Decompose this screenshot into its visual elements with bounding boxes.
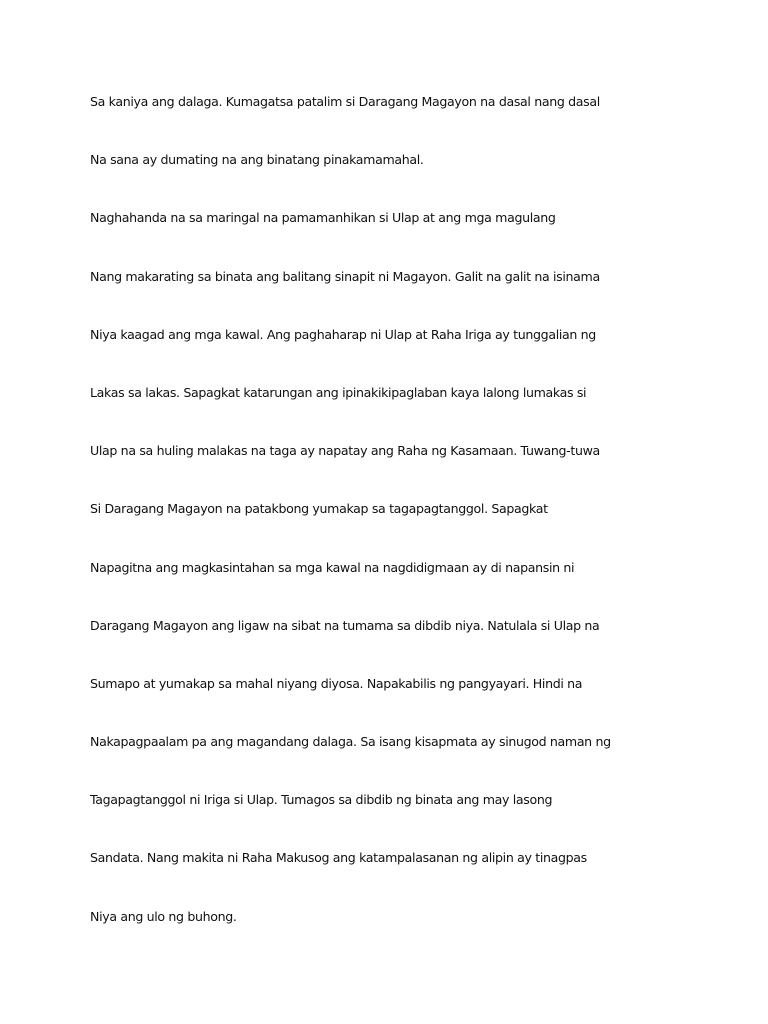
text-line: Tagapagtanggol ni Iriga si Ulap. Tumagos sa dibdib ng binata ang may lasong	[90, 792, 553, 808]
text-line: Sumapo at yumakap sa mahal niyang diyosa. Napakabilis ng pangyayari. Hindi na	[90, 675, 583, 691]
text-line: Si Daragang Magayon na patakbong yumakap sa tagapagtanggol. Sapagkat	[90, 501, 548, 517]
text-line: Na sana ay dumating na ang binatang pinakamamahal.	[90, 152, 424, 168]
text-line: Sandata. Nang makita ni Raha Makusog ang katampalasanan ng alipin ay tinagpas	[90, 850, 587, 866]
text-line: Daragang Magayon ang ligaw na sibat na tumama sa dibdib niya. Natulala si Ulap na	[90, 617, 600, 633]
text-line: Naghahanda na sa maringal na pamamanhikan si Ulap at ang mga magulang	[90, 210, 556, 226]
text-line: Sa kaniya ang dalaga. Kumagatsa patalim si Daragang Magayon na dasal nang dasal	[90, 94, 600, 109]
text-line: Napagitna ang magkasintahan sa mga kawal na nagdidigmaan ay di napansin ni	[90, 559, 575, 575]
text-line: Niya kaagad ang mga kawal. Ang paghaharap ni Ulap at Raha Iriga ay tunggalian ng	[90, 326, 596, 342]
text-line: Lakas sa lakas. Sapagkat katarungan ang ipinakikipaglaban kaya lalong lumakas si	[90, 384, 587, 400]
text-line: Nakapagpaalam pa ang magandang dalaga. Sa isang kisapmata ay sinugod naman ng	[90, 734, 611, 750]
text-line: Nang makarating sa binata ang balitang sinapit ni Magayon. Galit na galit na isinama	[90, 268, 600, 284]
text-line: Ulap na sa huling malakas na taga ay napatay ang Raha ng Kasamaan. Tuwang-tuwa	[90, 443, 600, 459]
document-body	[90, 92, 730, 965]
text-line: Niya ang ulo ng buhong.	[90, 908, 237, 924]
